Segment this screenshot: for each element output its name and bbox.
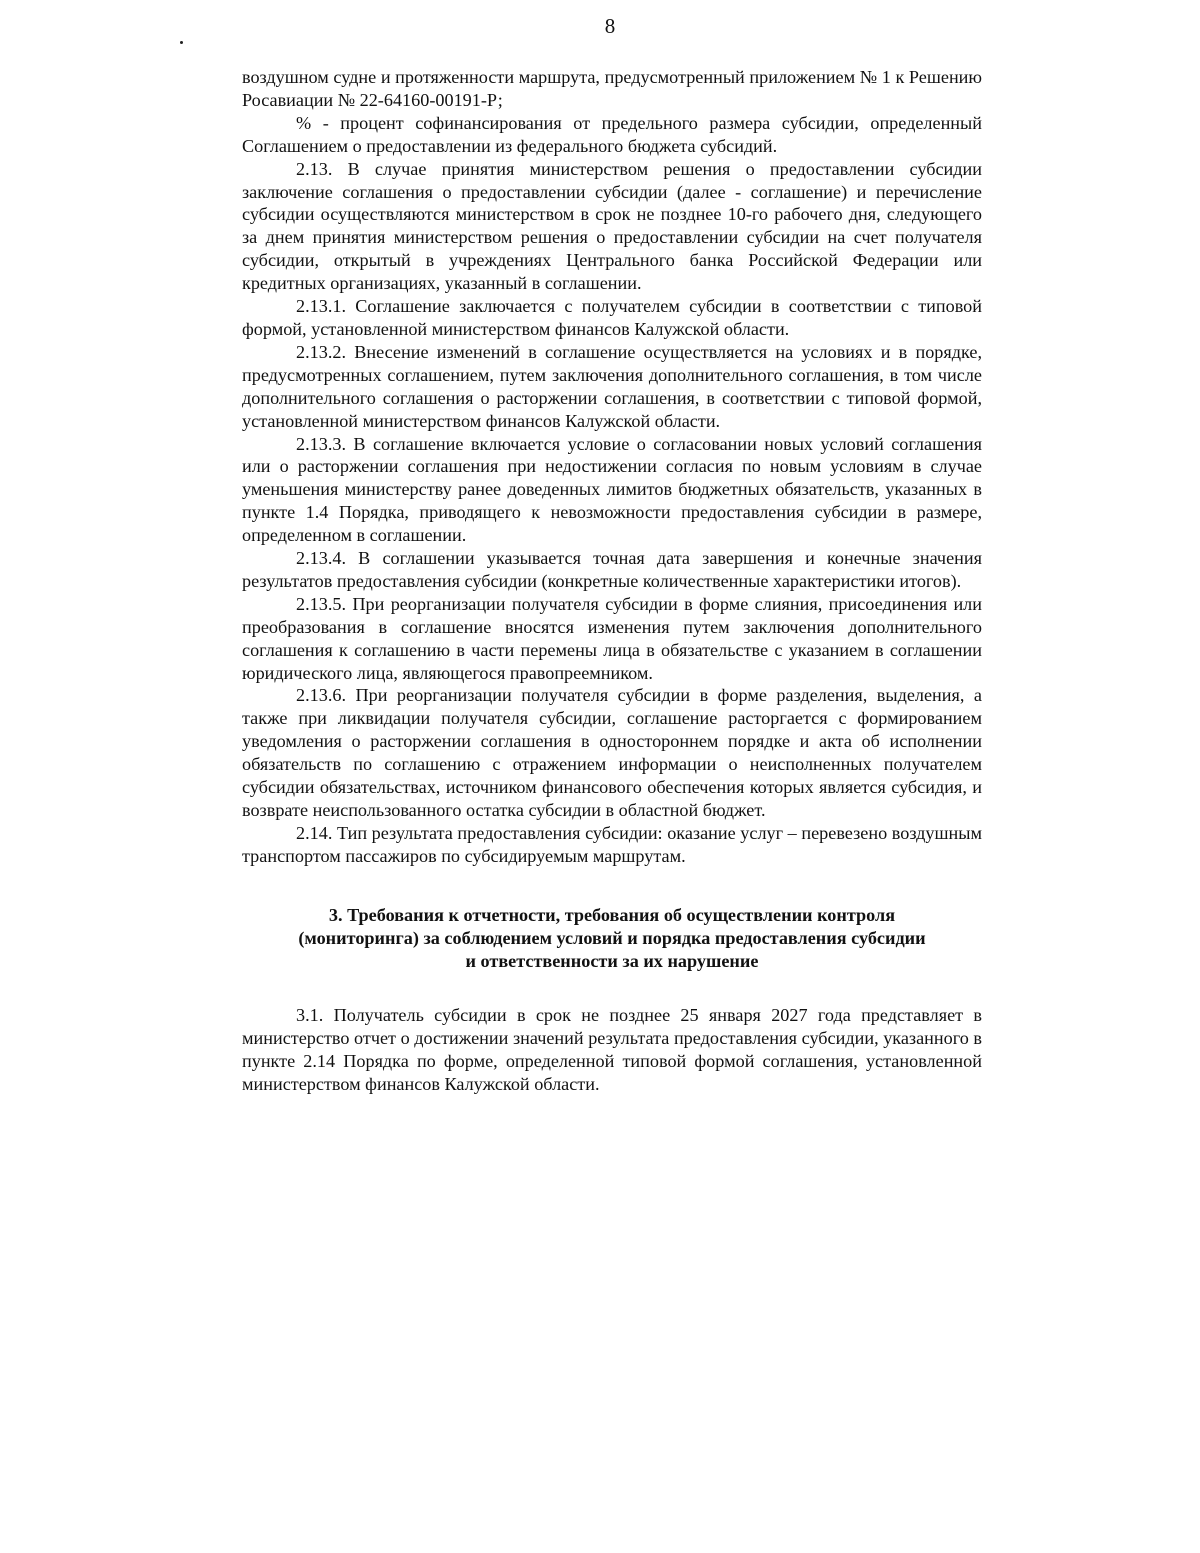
paragraph-2-13-3: 2.13.3. В соглашение включается условие о согласовании новых условий соглашения или о расторжении соглашения при недостижении согласия по новым условиям в случае уменьшения министерству ранее доведенных лимитов бюджетных обязательств, указанных в пункте 1.4 Порядка, приводящего к невозможности предоставления субсидии в размере, определенном в соглашении. (242, 433, 982, 546)
section-3-heading-line-1: 3. Требования к отчетности, требования об осуществлении контроля (328, 904, 896, 925)
document-body (242, 66, 982, 1096)
paragraph-2-13-6: 2.13.6. При реорганизации получателя субсидии в форме разделения, выделения, а также при ликвидации получателя субсидии, соглашение расторгается с формированием уведомления о расторжении соглашения в одностороннем порядке и акта об исполнении обязательств по соглашению с отражением информации о неисполненных получателем субсидии обязательствах, источником финансового обеспечения которых является субсидия, и возврате неиспользованного остатка субсидии в областной бюджет. (242, 685, 982, 820)
paragraph-2-13-2: 2.13.2. Внесение изменений в соглашение осуществляется на условиях и в порядке, предусмотренных соглашением, путем заключения дополнительного соглашения, в том числе дополнительного соглашения о расторжении соглашения, в соответствии с типовой формой, установленной министерством финансов Калужской области. (242, 341, 982, 431)
paragraph-2-14: 2.14. Тип результата предоставления субсидии: оказание услуг – перевезено воздушным транспортом пассажиров по субсидируемым маршрутам. (242, 822, 982, 866)
paragraph-3-1: 3.1. Получатель субсидии в срок не позднее 25 января 2027 года представляет в министерство отчет о достижении значений результата предоставления субсидии, указанного в пункте 2.14 Порядка по форме, определенной типовой формой соглашения, установленной министерством финансов Калужской области. (242, 1005, 982, 1095)
section-3-heading-line-2: (мониторинга) за соблюдением условий и порядка предоставления субсидии (298, 927, 926, 948)
section-3-heading-line-3: и ответственности за их нарушение (465, 950, 759, 971)
paragraph-2-13-5: 2.13.5. При реорганизации получателя субсидии в форме слияния, присоединения или преобразования в соглашение вносятся изменения путем заключения дополнительного соглашения к соглашению в части перемены лица в обязательстве с указанием в соглашении юридического лица, являющегося правопреемником. (242, 593, 982, 683)
spacer (242, 972, 982, 1004)
section-3-heading (242, 904, 982, 973)
scan-artifact-dot (180, 41, 183, 44)
paragraph-2-13: 2.13. В случае принятия министерством решения о предоставлении субсидии заключение соглашения о предоставлении субсидии (далее - соглашение) и перечисление субсидии осуществляются министерством в срок не позднее 10-го рабочего дня, следующего за днем принятия министерством решения о предоставлении субсидии на счет получателя субсидии, открытый в учреждениях Центрального банка Российской Федерации или кредитных организациях, указанный в соглашении. (242, 158, 982, 294)
paragraph-continuation: воздушном судне и протяженности маршрута, предусмотренный приложением № 1 к Решению Росавиации № 22-64160-00191-Р; (242, 67, 982, 110)
page-number: 8 (604, 14, 616, 38)
paragraph-percent-definition: % - процент софинансирования от предельного размера субсидии, определенный Соглашением о предоставлении из федерального бюджета субсидий. (242, 112, 982, 156)
paragraph-2-13-4: 2.13.4. В соглашении указывается точная дата завершения и конечные значения результатов предоставления субсидии (конкретные количественные характеристики итогов). (242, 548, 982, 591)
paragraph-2-13-1: 2.13.1. Соглашение заключается с получателем субсидии в соответствии с типовой формой, установленной министерством финансов Калужской области. (242, 296, 982, 339)
